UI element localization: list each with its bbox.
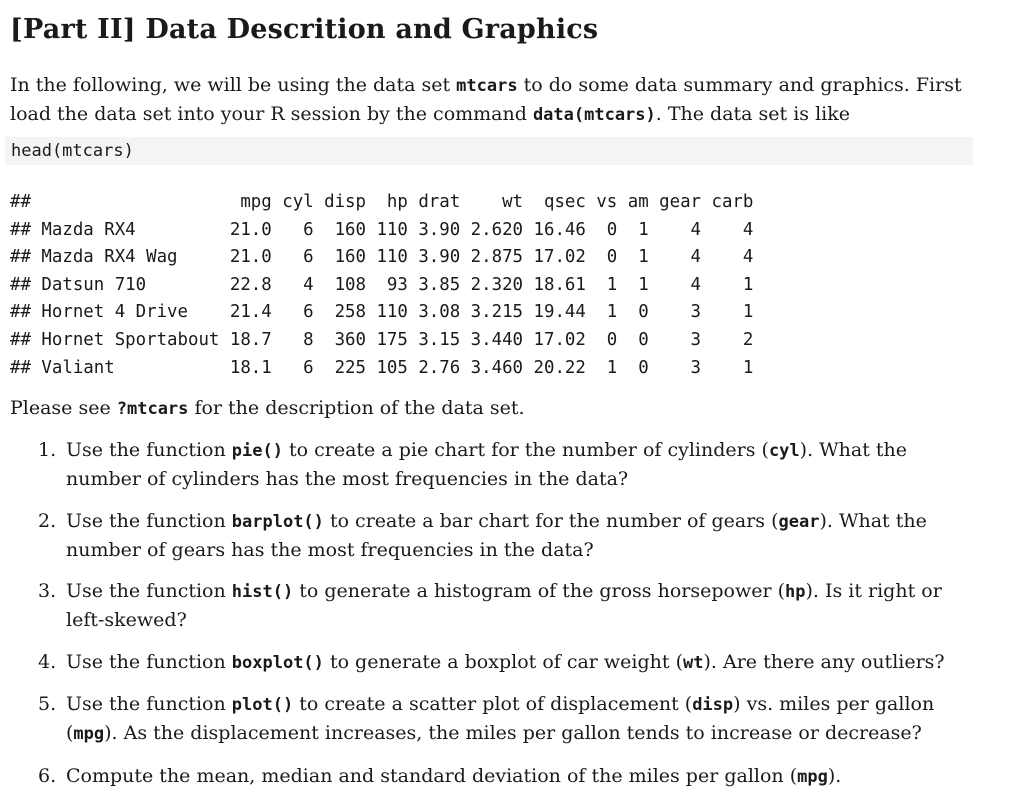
- note-text-2: for the description of the data set.: [188, 397, 525, 419]
- question-text: Use the function: [66, 509, 232, 532]
- help-note: [10, 395, 525, 423]
- question-number: 2.: [38, 509, 57, 532]
- question-text: ). What the number of gears has the most frequencies in the data?: [66, 509, 927, 561]
- question-text: to generate a histogram of the gross horsepower (: [293, 580, 785, 602]
- question-item: [38, 507, 974, 564]
- question-text: Use the function: [66, 693, 232, 715]
- note-text-1: Please see: [10, 397, 117, 419]
- inline-code-data-command: data(mtcars): [532, 104, 656, 125]
- console-output: [10, 189, 753, 382]
- question-number: 6.: [38, 764, 57, 787]
- question-text: ). Are there any outliers?: [703, 650, 945, 673]
- output-row: ## Hornet Sportabout 18.7 8 360 175 3.15 3.440 17.02 0 0 3 2: [10, 329, 754, 350]
- question-text: Use the function: [66, 650, 232, 673]
- inline-code: hist(): [231, 582, 294, 602]
- inline-code: boxplot(): [231, 652, 324, 673]
- output-row: ## Valiant 18.1 6 225 105 2.76 3.460 20.22 1 0 3 1: [10, 357, 754, 378]
- code-line: head(mtcars): [11, 141, 134, 161]
- question-item: [38, 690, 974, 748]
- question-text: ) vs. miles per gallon (: [66, 693, 935, 744]
- question-text: to create a bar chart for the number of gears (: [323, 509, 779, 532]
- question-number: 1.: [38, 439, 57, 461]
- question-text: Compute the mean, median and standard deviation of the miles per gallon (: [66, 764, 798, 787]
- question-text: ). As the displacement increases, the miles per gallon tends to increase or decrease?: [104, 722, 922, 744]
- inline-code-mtcars: mtcars: [456, 76, 518, 96]
- intro-text-3: . The data set is like: [655, 102, 850, 125]
- inline-code: barplot(): [231, 511, 324, 532]
- question-number: 4.: [38, 650, 57, 673]
- question-text: Use the function: [66, 580, 232, 602]
- output-row: ## Mazda RX4 Wag 21.0 6 160 110 3.90 2.875 17.02 0 1 4 4: [10, 247, 754, 268]
- inline-code: pie(): [231, 441, 283, 461]
- inline-code: mpg: [797, 766, 828, 787]
- inline-code: cyl: [768, 441, 800, 461]
- question-number: 5.: [38, 693, 57, 715]
- inline-code: wt: [683, 652, 704, 673]
- question-text: to create a scatter plot of displacement (: [293, 693, 693, 715]
- question-text: to create a pie chart for the number of cylinders (: [282, 439, 769, 461]
- question-text: ). What the number of cylinders has the most frequencies in the data?: [66, 439, 908, 490]
- question-item: [38, 648, 974, 677]
- question-text: to generate a boxplot of car weight (: [323, 650, 683, 673]
- question-text: ). Is it right or left-skewed?: [66, 580, 942, 631]
- output-row: ## Datsun 710 22.8 4 108 93 3.85 2.320 18.61 1 1 4 1: [10, 274, 754, 295]
- output-row: ## Hornet 4 Drive 21.4 6 258 110 3.08 3.215 19.44 1 0 3 1: [10, 302, 754, 323]
- intro-text-1: In the following, we will be using the data set: [10, 74, 457, 96]
- inline-code: hp: [785, 582, 806, 602]
- question-item: [38, 762, 974, 791]
- output-row: ## Mazda RX4 21.0 6 160 110 3.90 2.620 16.46 0 1 4 4: [10, 219, 754, 240]
- inline-code: plot(): [231, 695, 294, 715]
- section-title: [Part II] Data Descrition and Graphics: [10, 14, 599, 45]
- inline-code: disp: [692, 695, 734, 715]
- code-block: [5, 137, 973, 165]
- inline-code: gear: [778, 511, 820, 532]
- question-item: [38, 577, 974, 634]
- inline-code-help: ?mtcars: [116, 399, 189, 419]
- intro-text-2: to do some data summary and graphics. First load the data set into your R session by the command: [10, 74, 962, 125]
- question-text: ).: [827, 764, 842, 787]
- question-number: 3.: [38, 580, 57, 602]
- question-list: [38, 436, 974, 804]
- output-header-row: ## mpg cyl disp hp drat wt qsec vs am gear carb: [10, 192, 754, 212]
- question-item: [38, 436, 974, 493]
- inline-code: mpg: [73, 724, 105, 744]
- intro-paragraph: [10, 72, 975, 129]
- question-text: Use the function: [66, 439, 232, 461]
